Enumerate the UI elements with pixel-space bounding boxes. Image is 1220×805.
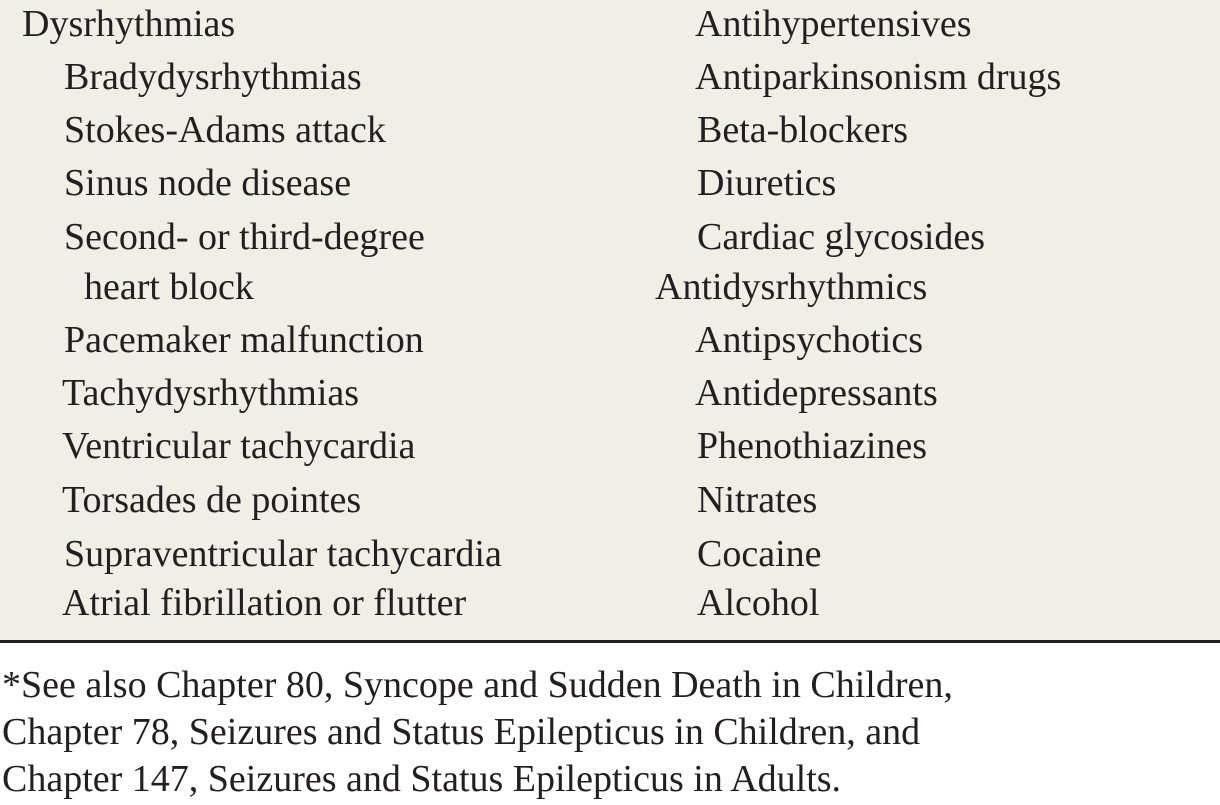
left-cell-stokes-adams: Stokes-Adams attack [64, 109, 386, 151]
left-cell-tachydysrhythmias: Tachydysrhythmias [62, 372, 360, 414]
right-cell-antihypertensives: Antihypertensives [695, 3, 972, 45]
right-cell-cardiac-glycosides: Cardiac glycosides [697, 216, 986, 258]
right-cell-diuretics: Diuretics [697, 162, 837, 204]
left-cell-dysrhythmias-heading: Dysrhythmias [22, 3, 236, 45]
left-cell-bradydysrhythmias: Bradydysrhythmias [64, 56, 362, 98]
table-bottom-rule [0, 640, 1220, 643]
footnote-line-2: Chapter 78, Seizures and Status Epilepticus in Children, and [2, 711, 921, 753]
left-cell-atrial-fibrillation: Atrial fibrillation or flutter [62, 582, 467, 624]
right-cell-antidysrhythmics: Antidysrhythmics [655, 266, 928, 308]
right-cell-beta-blockers: Beta-blockers [697, 109, 909, 151]
left-cell-heart-block: Second- or third-degree [64, 216, 425, 258]
left-cell-ventricular-tachycardia: Ventricular tachycardia [62, 425, 416, 467]
left-cell-torsades: Torsades de pointes [62, 479, 362, 521]
right-cell-cocaine: Cocaine [697, 533, 822, 575]
left-cell-pacemaker: Pacemaker malfunction [64, 319, 424, 361]
right-cell-nitrates: Nitrates [697, 479, 818, 521]
left-cell-heart-block-continued: heart block [84, 266, 254, 308]
right-cell-phenothiazines: Phenothiazines [697, 425, 928, 467]
right-cell-antiparkinsonism: Antiparkinsonism drugs [695, 56, 1062, 98]
left-cell-supraventricular: Supraventricular tachycardia [64, 533, 502, 575]
right-cell-antidepressants: Antidepressants [695, 372, 938, 414]
footnote-line-1: *See also Chapter 80, Syncope and Sudden Death in Children, [2, 664, 953, 706]
footnote-line-3: Chapter 147, Seizures and Status Epilepticus in Adults. [2, 758, 842, 800]
right-cell-antipsychotics: Antipsychotics [695, 319, 923, 361]
left-cell-sinus-node: Sinus node disease [64, 162, 352, 204]
right-cell-alcohol: Alcohol [697, 582, 820, 624]
